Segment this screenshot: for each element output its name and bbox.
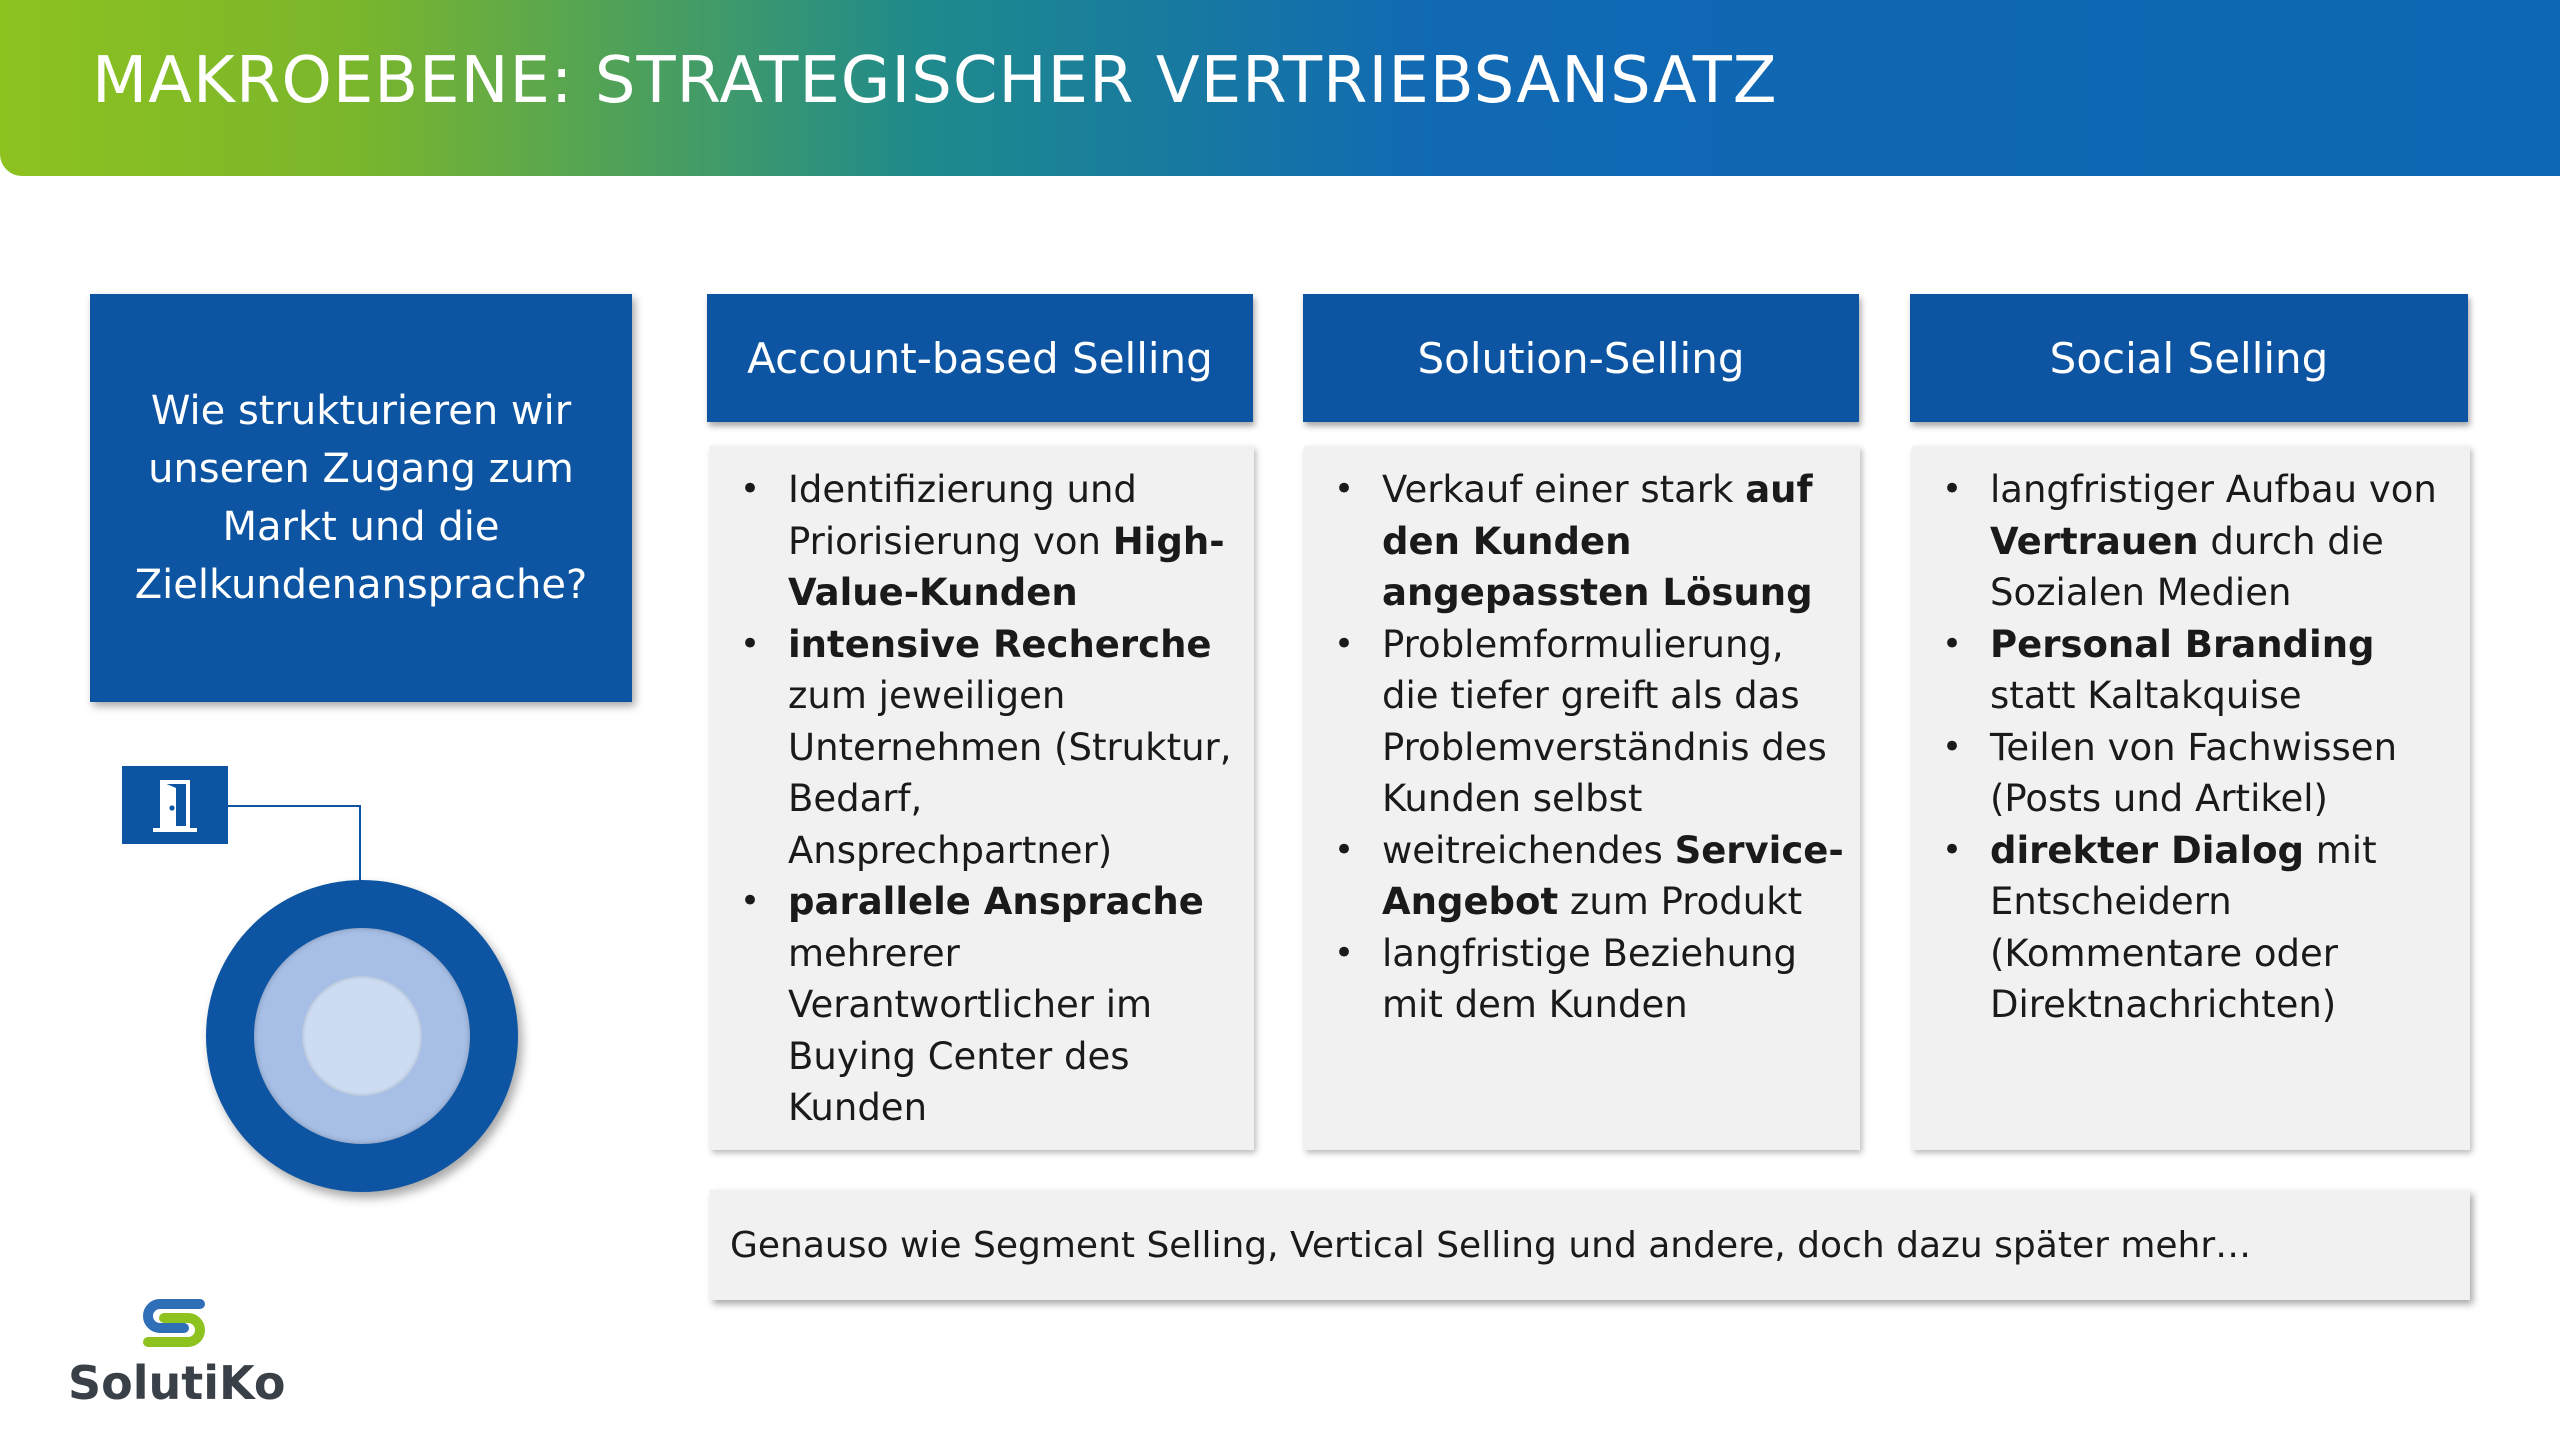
footer-note-box: [710, 1190, 2470, 1300]
list-item: • weitreichendes Service-Angebot zum Produkt: [1324, 825, 1844, 928]
question-text: Wie strukturieren wir unseren Zugang zum Markt und die Zielkundenansprache?: [134, 388, 588, 608]
list-item: • Personal Branding statt Kaltakquise: [1932, 619, 2454, 722]
page-title: MAKROEBENE: STRATEGISCHER VERTRIEBSANSATZ: [92, 44, 1778, 118]
question-box: [90, 294, 632, 702]
list-item: • Teilen von Fachwissen (Posts und Artikel): [1932, 722, 2454, 825]
connector-line: [359, 805, 361, 883]
footer-note-text: Genauso wie Segment Selling, Vertical Selling und andere, doch dazu später mehr…: [730, 1224, 2252, 1266]
column-header-account-based-selling: [707, 294, 1253, 422]
target-circle-inner: [302, 976, 422, 1096]
column-body-social-selling: [1912, 446, 2470, 1150]
list-item: • direkter Dialog mit Entscheidern (Kommentare oder Direktnachrichten): [1932, 825, 2454, 1031]
solutiko-logo-icon: [138, 1294, 210, 1352]
list-item: • Identifizierung und Priorisierung von High-Value-Kunden: [730, 464, 1238, 619]
column-title: Solution-Selling: [1417, 333, 1745, 383]
list-item: • Problemformulierung, die tiefer greift als das Problemverständnis des Kunden selbst: [1324, 619, 1844, 825]
column-header-social-selling: [1910, 294, 2468, 422]
connector-line: [228, 805, 361, 807]
list-item: • langfristige Beziehung mit dem Kunden: [1324, 928, 1844, 1031]
list-item: • langfristiger Aufbau von Vertrauen durch die Sozialen Medien: [1932, 464, 2454, 619]
list-item: • parallele Ansprache mehrerer Verantwortlicher im Buying Center des Kunden: [730, 876, 1238, 1134]
list-item: • Verkauf einer stark auf den Kunden angepassten Lösung: [1324, 464, 1844, 619]
column-body-solution-selling: [1304, 446, 1860, 1150]
bullet-list: [730, 464, 1238, 1134]
column-header-solution-selling: [1303, 294, 1859, 422]
logo-wordmark: SolutiKo: [68, 1356, 286, 1410]
column-title: Account-based Selling: [747, 333, 1213, 383]
bullet-list: [1324, 464, 1844, 1031]
header-banner: [0, 0, 2560, 176]
list-item: • intensive Recherche zum jeweiligen Unternehmen (Struktur, Bedarf, Ansprechpartner): [730, 619, 1238, 877]
bullet-list: [1932, 464, 2454, 1031]
column-title: Social Selling: [2049, 333, 2329, 383]
door-icon: [122, 766, 228, 844]
column-body-account-based-selling: [710, 446, 1254, 1150]
